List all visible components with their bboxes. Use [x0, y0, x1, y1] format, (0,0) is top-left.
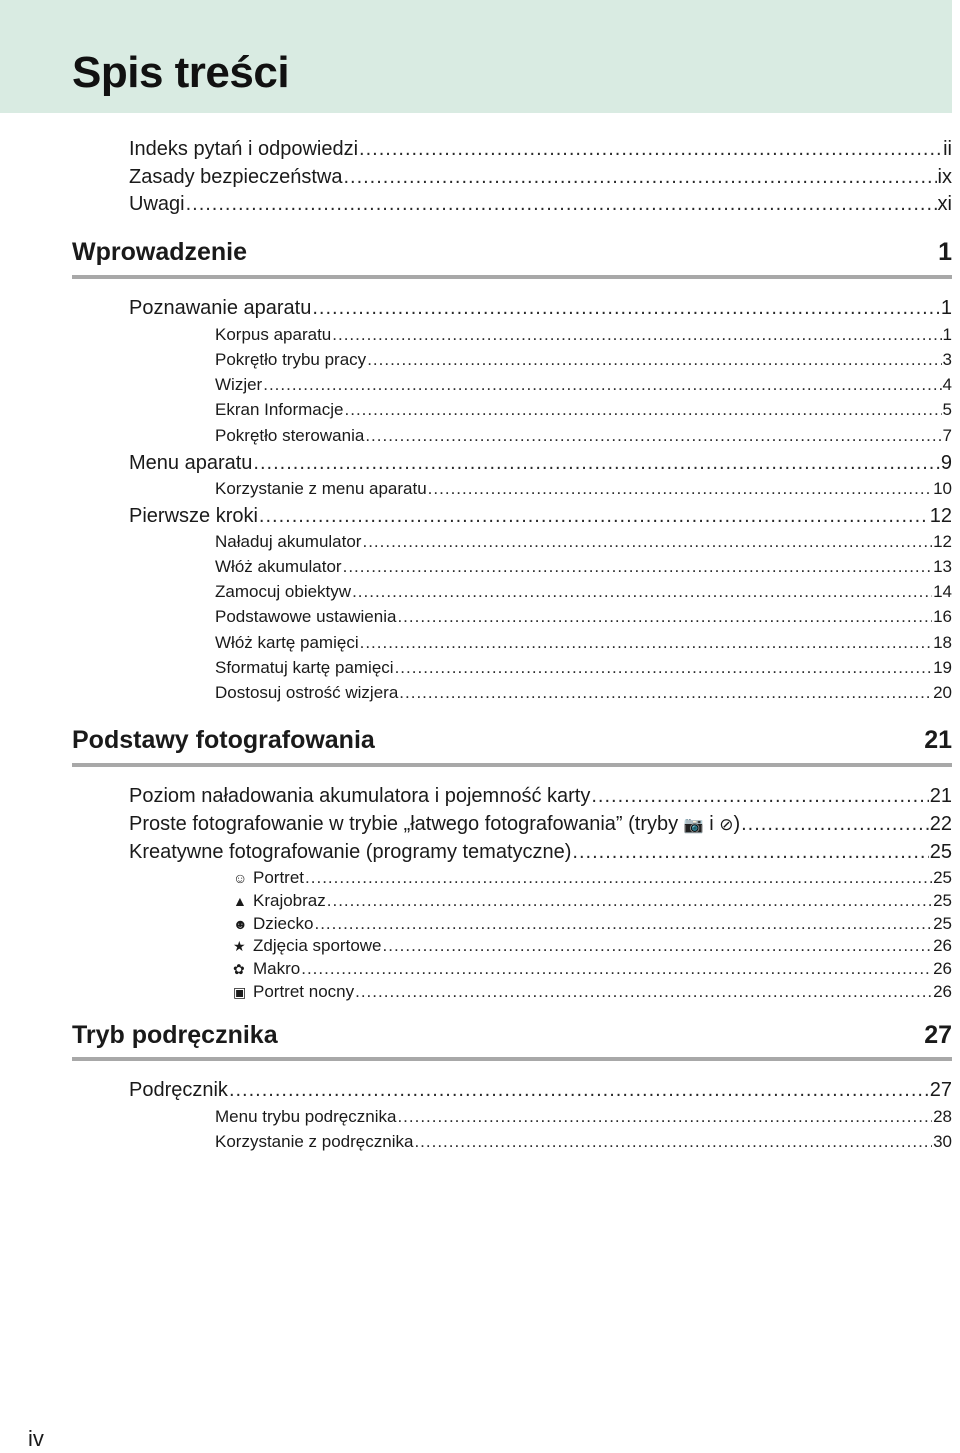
toc-entry-label: Dostosuj ostrość wizjera	[215, 683, 399, 702]
child-icon: ☻	[233, 916, 248, 932]
section-rule	[72, 763, 952, 767]
section-title: Podstawy fotografowania	[72, 726, 375, 754]
dot-leader	[397, 1107, 932, 1127]
toc-entry[interactable]	[129, 812, 952, 836]
toc-entry-page: 18	[933, 633, 952, 652]
toc-subentry[interactable]	[215, 633, 952, 653]
toc-entry-label: Pierwsze kroki	[129, 505, 258, 527]
toc-entry-page: 1	[940, 297, 952, 319]
toc-subentry[interactable]	[215, 532, 952, 552]
toc-entry-page: 26	[933, 936, 952, 955]
dot-leader	[355, 982, 932, 1002]
toc-subentry[interactable]	[215, 479, 952, 499]
toc-entry-label: Poznawanie aparatu	[129, 297, 312, 319]
toc-entry-page: 26	[933, 982, 952, 1001]
toc-entry-label: Wizjer	[215, 375, 263, 394]
toc-subentry[interactable]	[215, 557, 952, 577]
dot-leader	[259, 504, 929, 528]
toc-entry-page: 4	[942, 375, 952, 394]
toc-subentry[interactable]	[215, 350, 952, 370]
section-title: Wprowadzenie	[72, 238, 248, 266]
toc-subentry[interactable]	[215, 1107, 952, 1127]
toc-entry[interactable]	[129, 137, 952, 161]
macro-icon: ✿	[233, 961, 245, 977]
section-page: 1	[938, 238, 952, 266]
toc-entry[interactable]	[129, 784, 952, 808]
toc-entry-page: xi	[937, 193, 952, 215]
toc-entry-page: 25	[933, 868, 952, 887]
toc-entry-label-mid: i	[703, 813, 720, 835]
dot-leader	[414, 1132, 932, 1152]
toc-entry[interactable]	[129, 296, 952, 320]
toc-entry-page: 13	[933, 557, 952, 576]
dot-leader	[343, 557, 932, 577]
toc-subentry[interactable]	[233, 982, 952, 1002]
toc-entry-page: 21	[929, 785, 952, 807]
toc-entry-label: Portret	[253, 868, 305, 887]
toc-entry-label: Uwagi	[129, 193, 185, 215]
dot-leader	[352, 582, 932, 602]
dot-leader	[343, 165, 936, 189]
toc-entry-page: 25	[933, 914, 952, 933]
toc-subentry[interactable]	[215, 607, 952, 627]
toc-entry-label: Korzystanie z menu aparatu	[215, 479, 427, 498]
dot-leader	[332, 325, 941, 345]
section-heading[interactable]	[72, 1020, 952, 1050]
toc-entry-label-wrap	[129, 812, 740, 836]
toc-entry-label: Zasady bezpieczeństwa	[129, 166, 343, 188]
section-page: 27	[924, 1021, 952, 1049]
toc-entry-page: 19	[933, 658, 952, 677]
toc-entry-label: Indeks pytań i odpowiedzi	[129, 138, 359, 160]
dot-leader	[314, 914, 932, 934]
toc-entry-page: 22	[929, 813, 952, 835]
toc-subentry[interactable]	[215, 582, 952, 602]
toc-entry-page: 5	[942, 400, 952, 419]
toc-entry-page: 10	[933, 479, 952, 498]
toc-subentry[interactable]	[215, 400, 952, 420]
toc-entry-page: 20	[933, 683, 952, 702]
toc-subentry[interactable]	[215, 375, 952, 395]
toc-entry-page: ix	[937, 166, 952, 188]
dot-leader	[229, 1078, 929, 1102]
toc-entry[interactable]	[129, 451, 952, 475]
dot-leader	[253, 451, 939, 475]
dot-leader	[305, 868, 932, 888]
section-title: Tryb podręcznika	[72, 1021, 278, 1049]
toc-entry-page: 30	[933, 1132, 952, 1151]
toc-subentry[interactable]	[233, 936, 952, 956]
toc-entry-label: Menu trybu podręcznika	[215, 1107, 397, 1126]
dot-leader	[345, 400, 942, 420]
toc-entry-label: Dziecko	[253, 914, 314, 933]
toc-subentry[interactable]	[215, 683, 952, 703]
dot-leader	[591, 784, 928, 808]
toc-entry-page: 14	[933, 582, 952, 601]
toc-entry-page: 25	[929, 841, 952, 863]
dot-leader	[572, 840, 928, 864]
page-title: Spis treści	[72, 48, 290, 97]
dot-leader	[362, 532, 932, 552]
toc-subentry[interactable]	[233, 868, 952, 888]
toc-entry-page: 1	[942, 325, 952, 344]
page-number: iv	[28, 1426, 44, 1451]
toc-entry[interactable]	[129, 1078, 952, 1102]
toc-entry-label: Poziom naładowania akumulatora i pojemność karty	[129, 785, 591, 807]
toc-entry-label: Włóż kartę pamięci	[215, 633, 359, 652]
auto-mode-icon: 📷	[683, 817, 704, 834]
toc-entry-label: Korpus aparatu	[215, 325, 332, 344]
dot-leader	[360, 633, 932, 653]
dot-leader	[359, 137, 942, 161]
dot-leader	[399, 683, 932, 703]
dot-leader	[301, 959, 932, 979]
toc-entry-page: 9	[940, 452, 952, 474]
flash-off-icon: ⊘	[719, 815, 734, 834]
dot-leader	[397, 607, 932, 627]
toc-subentry[interactable]	[215, 658, 952, 678]
toc-entry-label: Podstawowe ustawienia	[215, 607, 397, 626]
toc-entry-label: Zdjęcia sportowe	[253, 936, 382, 955]
toc-subentry[interactable]	[215, 426, 952, 446]
dot-leader	[263, 375, 941, 395]
toc-entry-page: 3	[942, 350, 952, 369]
dot-leader	[186, 192, 937, 216]
toc-entry-page: 7	[942, 426, 952, 445]
toc-entry[interactable]	[129, 192, 952, 216]
toc-entry-label-end: )	[733, 813, 741, 835]
toc-entry-page: 16	[933, 607, 952, 626]
section-heading[interactable]	[72, 237, 952, 267]
section-page: 21	[924, 726, 952, 754]
toc-entry-label: Podręcznik	[129, 1079, 228, 1101]
toc-subentry[interactable]	[215, 1132, 952, 1152]
toc-entry-page: 12	[933, 532, 952, 551]
dot-leader	[327, 891, 932, 911]
toc-entry[interactable]	[129, 165, 952, 189]
toc-entry-page: 12	[929, 505, 952, 527]
dot-leader	[395, 658, 933, 678]
section-rule	[72, 1057, 952, 1061]
dot-leader	[365, 426, 941, 446]
section-rule	[72, 275, 952, 279]
landscape-icon: ▲	[233, 893, 247, 909]
toc-entry-label: Kreatywne fotografowanie (programy tematyczne)	[129, 841, 572, 863]
toc-entry-page: 25	[933, 891, 952, 910]
dot-leader	[383, 936, 933, 956]
toc-entry-label: Sformatuj kartę pamięci	[215, 658, 394, 677]
toc-entry-label: Korzystanie z podręcznika	[215, 1132, 414, 1151]
toc-entry[interactable]	[129, 504, 952, 528]
toc-entry-label: Krajobraz	[253, 891, 326, 910]
toc-entry-label: Proste fotografowanie w trybie „łatwego fotografowania” (tryby	[129, 813, 684, 835]
dot-leader	[312, 296, 940, 320]
night-portrait-icon: ▣	[233, 984, 247, 1000]
dot-leader	[428, 479, 932, 499]
toc-subentry[interactable]	[215, 325, 952, 345]
toc-entry-label: Portret nocny	[253, 982, 355, 1001]
toc-subentry[interactable]	[233, 959, 952, 979]
toc-entry-page: 28	[933, 1107, 952, 1126]
toc-entry-page: 27	[929, 1079, 952, 1101]
toc-entry-label: Naładuj akumulator	[215, 532, 362, 551]
toc-entry-label: Pokrętło trybu pracy	[215, 350, 367, 369]
toc-subentry[interactable]	[233, 891, 952, 911]
toc-entry-label: Włóż akumulator	[215, 557, 342, 576]
toc-entry-label: Zamocuj obiektyw	[215, 582, 352, 601]
dot-leader	[741, 812, 929, 836]
toc-entry[interactable]	[129, 840, 952, 864]
toc-entry-page: ii	[943, 138, 952, 160]
toc-entry-label: Makro	[253, 959, 301, 978]
toc-entry-label: Ekran Informacje	[215, 400, 344, 419]
toc-entry-page: 26	[933, 959, 952, 978]
toc-subentry[interactable]	[233, 914, 952, 934]
section-heading[interactable]	[72, 725, 952, 755]
sports-icon: ★	[233, 938, 246, 954]
portrait-icon: ☺	[233, 870, 248, 886]
toc-entry-label: Menu aparatu	[129, 452, 253, 474]
dot-leader	[367, 350, 941, 370]
toc-entry-label: Pokrętło sterowania	[215, 426, 365, 445]
